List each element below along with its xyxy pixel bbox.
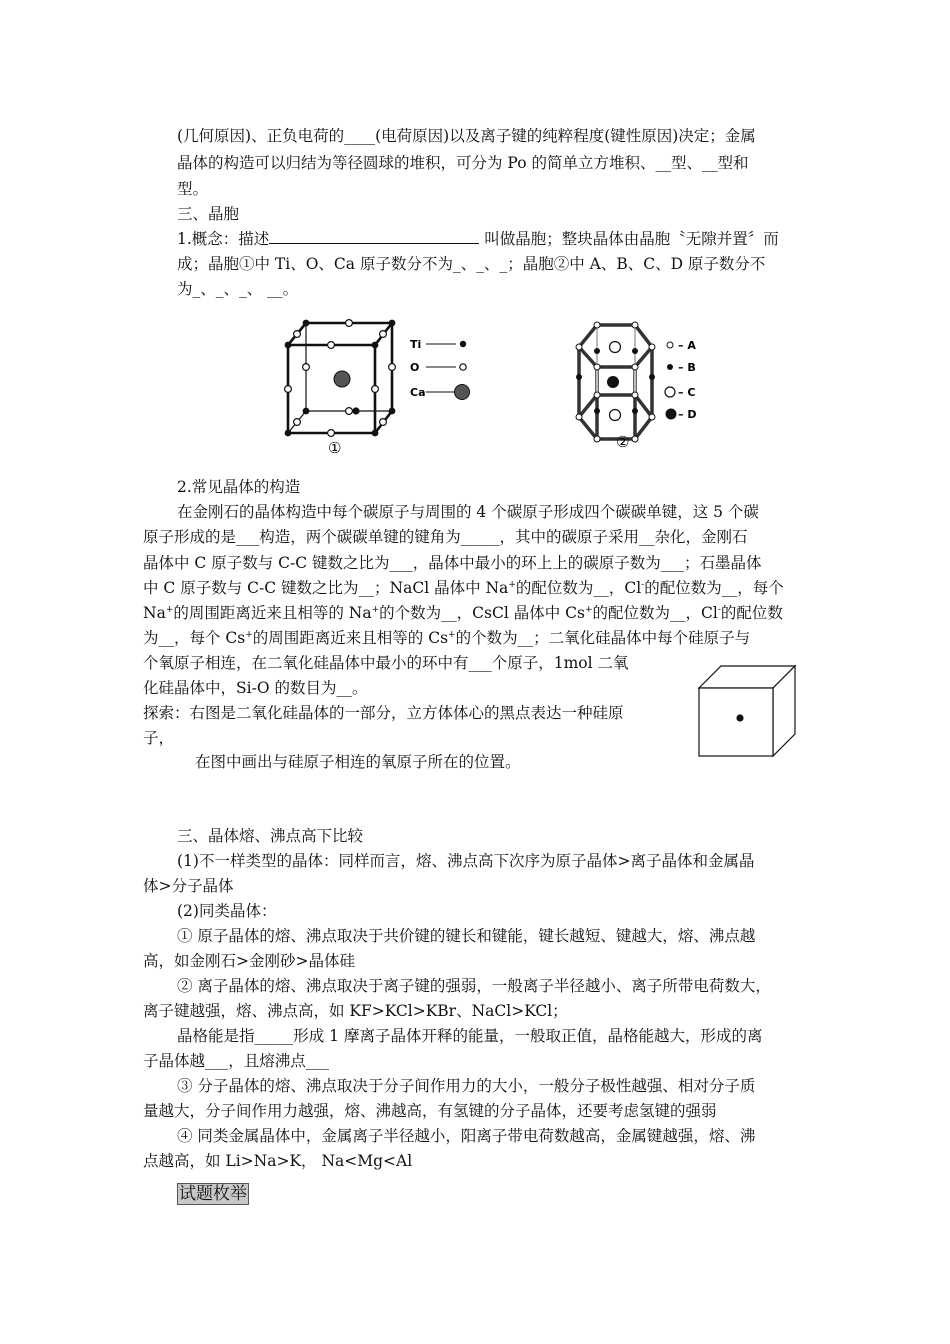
legend-label-a: – A [678, 339, 696, 352]
text-line: 成；晶胞①中 Ti、O、Ca 原子数分不为_、_、_；晶胞②中 A、B、C、D 原子数分不 [177, 255, 766, 273]
legend-o-dot [460, 364, 466, 370]
superscript: + [245, 630, 253, 640]
text-line: 子， [143, 729, 175, 747]
figure-unit-cell-2 [565, 315, 715, 455]
legend-label-ti: Ti [410, 338, 422, 351]
text-fragment: 的个数为__，CsCl 晶体中 Cs [379, 604, 585, 622]
text-line: 个氧原子相连，在二氧化硅晶体中最小的环中有___个原子，1mol 二氧 [143, 654, 629, 672]
text-fragment: 中 C 原子数与 C-C 键数之比为__；NaCl 晶体中 Na [143, 579, 509, 597]
ti-atom [352, 407, 359, 414]
text-line: (2)同类晶体： [177, 902, 277, 920]
text-line: (1)不一样类型的晶体：同样而言，熔、沸点高下次序为原子晶体>离子晶体和金属晶 [177, 852, 755, 870]
section-heading: 三、晶胞 [177, 205, 240, 223]
figure-unit-cell-1 [270, 315, 485, 460]
legend-a-dot [667, 342, 673, 348]
figure-sio2-cube [693, 662, 803, 762]
text-line [177, 228, 779, 249]
blank-line [269, 228, 479, 244]
legend-label-o: O [410, 361, 420, 374]
text-line: ① 原子晶体的熔、沸点取决于共价键的键长和键能，键长越短、键越大，熔、沸点越 [177, 927, 756, 945]
text-fragment: 的配位数为__，Cl [515, 579, 642, 597]
d-atom [607, 376, 619, 388]
text-line: 晶体中 C 原子数与 C-C 键数之比为___，晶体中最小的环上上的碳原子数为___；石墨晶体 [143, 554, 762, 572]
text-line: 在图中画出与硅原子相连的氧原子所在的位置。 [195, 753, 521, 771]
text-line: 离子键越强，熔、沸点高，如 KF>KCl>KBr、NaCl>KCl； [143, 1002, 568, 1020]
legend-ca-dot [455, 385, 470, 400]
text-fragment: 1.概念：描述 [177, 230, 270, 248]
text-line [143, 603, 783, 623]
text-fragment: 的周围距离近来且相等的 Cs [252, 629, 449, 647]
superscript: + [508, 580, 516, 590]
text-fragment: 为__，每个 Cs [143, 629, 246, 647]
text-line: ③ 分子晶体的熔、沸点取决于分子间作用力的大小，一般分子极性越强、相对分子质 [177, 1077, 756, 1095]
section-heading: 2.常见晶体的构造 [177, 478, 301, 496]
legend-label-ca: Ca [410, 386, 426, 399]
text-fragment: 的个数为__；二氧化硅晶体中每个硅原子与 [455, 629, 751, 647]
text-line: (几何原因)、正负电荷的____(电荷原因)以及离子键的纯粹程度(键性原因)决定；金属 [177, 127, 756, 145]
superscript: + [448, 630, 456, 640]
text-line: 在金刚石的晶体构造中每个碳原子与周围的 4 个碳原子形成四个碳碳单键，这 5 个碳 [177, 503, 759, 521]
text-line: 化硅晶体中，Si-O 的数目为__。 [143, 679, 368, 697]
text-line: 型。 [177, 180, 209, 198]
text-line: ② 离子晶体的熔、沸点取决于离子键的强弱，一般离子半径越小、离子所带电荷数大， [177, 977, 771, 995]
legend-label-c: – C [678, 386, 696, 399]
text-line: 原子形成的是___构造，两个碳碳单键的键角为_____，其中的碳原子采用__杂化，金刚石 [143, 528, 748, 546]
superscript: - [641, 580, 645, 590]
section-heading: 三、晶体熔、沸点高下比较 [177, 827, 364, 845]
text-line: 晶格能是指_____形成 1 摩离子晶体开释的能量，一般取正值，晶格能越大，形成的离 [177, 1027, 763, 1045]
figure-caption: ② [616, 433, 630, 451]
figure-caption: ① [328, 439, 342, 457]
superscript: + [584, 605, 593, 615]
text-line: 量越大，分子间作用力越强，熔、沸越高，有氢键的分子晶体，还要考虑氢键的强弱 [143, 1102, 717, 1120]
text-line: 为_、_、_、 __。 [177, 280, 299, 298]
legend-c-dot [665, 387, 675, 397]
section-title-box: 试题枚举 [179, 1184, 247, 1204]
text-fragment: 叫做晶胞；整块晶体由晶胞〝无隙并置〞而 [484, 230, 779, 248]
legend-label-d: – D [678, 408, 697, 421]
text-line: 点越高，如 Li>Na>K， Na<Mg<Al [143, 1152, 413, 1170]
text-line: 高，如金刚石>金刚砂>晶体硅 [143, 952, 355, 970]
text-line: 子晶体越___，且熔沸点___ [143, 1052, 330, 1070]
text-line [143, 578, 784, 598]
legend-ti-dot [460, 341, 466, 347]
ca-atom [334, 371, 350, 387]
text-fragment: 的配位数为__，Cl [592, 604, 718, 622]
silicon-atom [736, 714, 743, 721]
superscript: + [165, 605, 174, 615]
text-fragment: 的配位数为__，每个 [644, 579, 784, 597]
superscript: + [371, 605, 380, 615]
text-fragment: 的配位数 [720, 604, 783, 622]
cube-outline [699, 666, 795, 756]
text-line: 晶体的构造可以归结为等径圆球的堆积，可分为 Po 的简单立方堆积、__型、__型和 [177, 154, 749, 172]
superscript: - [717, 605, 721, 615]
text-line [143, 628, 750, 648]
text-fragment: Na [143, 604, 166, 622]
text-fragment: 的周围距离近来且相等的 Na [173, 604, 372, 622]
legend-d-dot [666, 409, 677, 420]
text-line: 体>分子晶体 [143, 877, 234, 895]
legend-label-b: – B [678, 361, 696, 374]
text-line: 探索：右图是二氧化硅晶体的一部分，立方体体心的黑点表达一种硅原 [143, 704, 624, 722]
text-line: ④ 同类金属晶体中，金属离子半径越小，阳离子带电荷数越高，金属键越强，熔、沸 [177, 1127, 756, 1145]
legend-b-dot [667, 364, 673, 370]
